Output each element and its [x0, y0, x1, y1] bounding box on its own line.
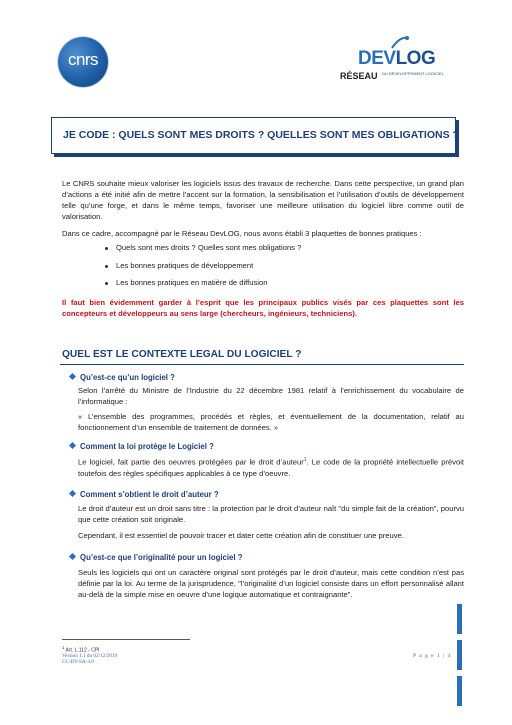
diamond-bullet-icon: [69, 373, 76, 380]
q3-paragraph-2: Cependant, il est essentiel de pouvoir tracer et dater cette création afin de constituer une preuve.: [78, 531, 404, 540]
title-box: [51, 117, 459, 154]
decor-bar-1: [457, 604, 462, 634]
license-text: CC-BY-SA-4.0: [62, 659, 94, 665]
question-heading-1: [70, 373, 175, 382]
bullet-text: Les bonnes pratiques en matière de diffusion: [116, 278, 268, 287]
decor-bar-3: [457, 676, 462, 706]
cnrs-logo-text: cnrs: [67, 50, 99, 69]
footnote-ref[interactable]: 1: [303, 457, 307, 463]
reseau-label: RÉSEAU: [340, 71, 378, 81]
bullet-item-1: [105, 243, 301, 252]
q2-paragraph-1: [78, 455, 464, 479]
decor-bar-2: [457, 640, 462, 670]
question-heading-2: [70, 442, 214, 451]
q2-text-a: Le logiciel, fait partie des oeuvres protégées par le droit d’auteur: [78, 457, 304, 467]
page-number: P a g e 1 | 4: [413, 653, 452, 659]
footnote-text: Art. L.112 - CPI: [65, 647, 100, 654]
intro-paragraph-2: Dans ce cadre, accompagné par le Réseau DevLOG, nous avons établi 3 plaquettes de bonnes pratiques :: [62, 229, 422, 238]
question-title: Qu’est-ce que l’originalité pour un logiciel ?: [80, 553, 243, 562]
devlog-log: LOG: [395, 48, 436, 69]
bullet-dot-icon: [105, 265, 108, 268]
bullet-item-3: [105, 278, 267, 287]
page-title: JE CODE : QUELS SONT MES DROITS ? QUELLES SONT MES OBLIGATIONS ?: [63, 129, 459, 141]
diamond-bullet-icon: [69, 442, 76, 449]
question-title: Comment s’obtient le droit d’auteur ?: [80, 490, 219, 499]
devlog-dev: DEV: [358, 48, 396, 69]
diamond-bullet-icon: [69, 490, 76, 497]
question-heading-3: [70, 490, 219, 499]
reseau-subtitle: DU DÉVELOPPEMENT LOGICIEL: [382, 71, 444, 76]
footnote-divider: [62, 639, 190, 640]
q3-paragraph-1: Le droit d’auteur est un droit sans titre : la protection par le droit d’auteur naît "du simple fait de la création", pourvu que cette création soit originale.: [78, 504, 464, 524]
section-title: QUEL EST LE CONTEXTE LEGAL DU LOGICIEL ?: [62, 349, 302, 360]
version-info: [62, 653, 117, 665]
section-divider: [60, 364, 464, 365]
footnote-number: 1: [62, 645, 65, 650]
bullet-text: Quels sont mes droits ? Quelles sont mes obligations ?: [116, 243, 302, 252]
q1-paragraph-2: « L’ensemble des programmes, procédés et règles, et éventuellement de la documentation, relatif au fonctionnement d’un ensemble de traitement de données. »: [78, 412, 464, 432]
devlog-logo: [340, 34, 458, 88]
question-heading-4: [70, 553, 242, 562]
question-title: Comment la loi protège le Logiciel ?: [80, 442, 214, 451]
bullet-dot-icon: [105, 282, 108, 285]
cnrs-logo: [58, 37, 108, 87]
bullet-item-2: [105, 261, 253, 270]
diamond-bullet-icon: [69, 553, 76, 560]
q2-text-b: . Le code de la propriété intellectuelle prévoit toutefois des règles spécifiques applicables à ce type d’oeuvre.: [78, 457, 464, 478]
intro-paragraph-1: Le CNRS souhaite mieux valoriser les logiciels issus des travaux de recherche. Dans cette perspective, un grand plan d’actions a été initié afin de mettre l’accent sur la formation, la sensibilisation et l’utilisation d’outils de développement telle qu’une forge, et dans le même temps, favoriser une meilleure utilisation du logiciel libre comme outil de valorisation.: [62, 179, 464, 221]
devlog-wordmark: [358, 48, 435, 70]
bullet-dot-icon: [105, 247, 108, 250]
audience-warning: Il faut bien évidemment garder à l’esprit que les principaux publics visés par ces plaquettes sont les concepteurs et développeurs au sens large (chercheurs, ingénieurs, techniciens).: [62, 298, 464, 318]
bullet-text: Les bonnes pratiques de développement: [116, 261, 254, 270]
q4-paragraph-1: Seuls les logiciels qui ont un caractère original sont protégés par le droit d’auteur, mais cette condition n’est pas définie par la loi. Au terme de la jurisprudence, "l’originalité d’un logiciel consiste dans un effort personnalisé allant au-delà de la simple mise en oeuvre d’une logique automatique et contraignante".: [78, 568, 464, 599]
version-text: Version 1.1 du 02/12/2019: [62, 653, 118, 659]
question-title: Qu’est-ce qu’un logiciel ?: [80, 373, 175, 382]
q1-paragraph-1: Selon l’arrêté du Ministre de l’Industrie du 22 décembre 1981 relatif à l’enrichissement du vocabulaire de l’informatique :: [78, 386, 464, 406]
